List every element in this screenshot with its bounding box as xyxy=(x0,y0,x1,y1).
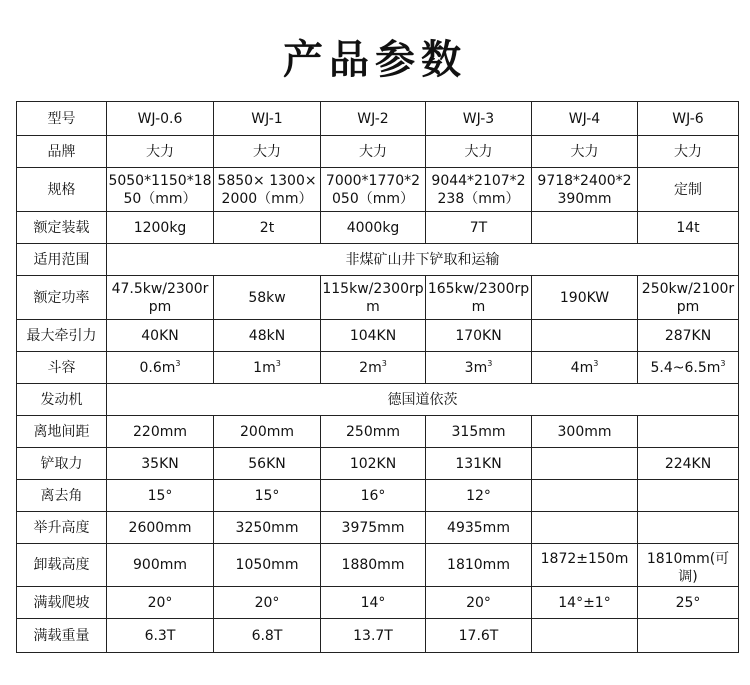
table-row-power xyxy=(17,276,739,320)
table-cell: 115kw/2300rpm xyxy=(321,276,426,320)
value-text: 5.4~6.5m xyxy=(650,359,721,376)
header-cell: WJ-0.6 xyxy=(107,102,214,136)
header-cell-model: 型号 xyxy=(17,102,107,136)
table-cell: 15° xyxy=(107,480,214,512)
table-cell: 1050mm xyxy=(214,544,321,587)
table-cell: 300mm xyxy=(532,416,638,448)
table-cell: 2600mm xyxy=(107,512,214,544)
table-cell: 220mm xyxy=(107,416,214,448)
table-cell: 170KN xyxy=(426,320,532,352)
header-cell: WJ-2 xyxy=(321,102,426,136)
header-cell: WJ-4 xyxy=(532,102,638,136)
table-row-climb xyxy=(17,587,739,619)
row-label: 最大牵引力 xyxy=(17,320,107,352)
table-cell: 1810mm xyxy=(426,544,532,587)
table-row-clearance xyxy=(17,416,739,448)
table-cell: 15° xyxy=(214,480,321,512)
table-cell xyxy=(214,352,321,384)
table-row-load xyxy=(17,212,739,244)
table-row-departure xyxy=(17,480,739,512)
row-label: 离地间距 xyxy=(17,416,107,448)
row-label: 铲取力 xyxy=(17,448,107,480)
table-cell: 大力 xyxy=(426,136,532,168)
table-cell: 1872±150m xyxy=(532,544,638,587)
table-cell: 大力 xyxy=(107,136,214,168)
table-cell: 3250mm xyxy=(214,512,321,544)
table-cell: 40KN xyxy=(107,320,214,352)
superscript: 3 xyxy=(593,358,599,368)
table-cell xyxy=(426,352,532,384)
table-cell: 131KN xyxy=(426,448,532,480)
row-label: 斗容 xyxy=(17,352,107,384)
superscript: 3 xyxy=(275,358,281,368)
page-title: 产品参数 xyxy=(283,37,467,83)
table-cell: 315mm xyxy=(426,416,532,448)
table-cell: 1200kg xyxy=(107,212,214,244)
table-cell xyxy=(321,352,426,384)
table-cell: 5050*1150*1850（mm） xyxy=(107,168,214,212)
table-cell: 47.5kw/2300rpm xyxy=(107,276,214,320)
row-label: 发动机 xyxy=(17,384,107,416)
table-cell: 14t xyxy=(638,212,739,244)
header-cell: WJ-6 xyxy=(638,102,739,136)
value-text: 3m xyxy=(464,359,488,376)
table-cell xyxy=(532,352,638,384)
table-cell: 大力 xyxy=(321,136,426,168)
value-text: 2m xyxy=(359,359,382,376)
value-text: 0.6m xyxy=(139,359,176,376)
row-label: 离去角 xyxy=(17,480,107,512)
value-text: 1m xyxy=(253,359,276,376)
row-label: 品牌 xyxy=(17,136,107,168)
table-cell: 大力 xyxy=(532,136,638,168)
table-cell: 58kw xyxy=(214,276,321,320)
row-label: 满载重量 xyxy=(17,619,107,653)
row-label: 满载爬坡 xyxy=(17,587,107,619)
table-cell: 9044*2107*2238（mm） xyxy=(426,168,532,212)
table-cell xyxy=(638,512,739,544)
superscript: 3 xyxy=(381,358,387,368)
table-cell: 6.8T xyxy=(214,619,321,653)
table-cell: 2t xyxy=(214,212,321,244)
table-cell: 20° xyxy=(107,587,214,619)
table-cell: 104KN xyxy=(321,320,426,352)
row-label: 适用范围 xyxy=(17,244,107,276)
table-cell xyxy=(638,352,739,384)
table-cell: 224KN xyxy=(638,448,739,480)
table-cell: 48kN xyxy=(214,320,321,352)
row-label: 额定功率 xyxy=(17,276,107,320)
table-cell: 12° xyxy=(426,480,532,512)
header-cell: WJ-3 xyxy=(426,102,532,136)
table-cell: 3975mm xyxy=(321,512,426,544)
table-cell: 13.7T xyxy=(321,619,426,653)
table-cell: 7000*1770*2050（mm） xyxy=(321,168,426,212)
table-cell: 大力 xyxy=(638,136,739,168)
table-cell xyxy=(532,212,638,244)
table-row-engine xyxy=(17,384,739,416)
table-row-spec xyxy=(17,168,739,212)
row-label: 规格 xyxy=(17,168,107,212)
table-cell: 250mm xyxy=(321,416,426,448)
table-cell xyxy=(532,480,638,512)
row-label: 额定装载 xyxy=(17,212,107,244)
table-cell xyxy=(532,512,638,544)
table-cell: 9718*2400*2390mm xyxy=(532,168,638,212)
table-cell xyxy=(638,416,739,448)
table-cell: 大力 xyxy=(214,136,321,168)
table-row-traction xyxy=(17,320,739,352)
table-cell: 200mm xyxy=(214,416,321,448)
table-cell: 定制 xyxy=(638,168,739,212)
table-cell: 1810mm(可调) xyxy=(638,544,739,587)
table-cell xyxy=(532,448,638,480)
value-text: 4m xyxy=(570,359,594,376)
header-cell: WJ-1 xyxy=(214,102,321,136)
table-cell: 20° xyxy=(426,587,532,619)
table-row-scope xyxy=(17,244,739,276)
merged-cell-engine: 德国道依茨 xyxy=(107,384,739,416)
product-parameter-table xyxy=(16,101,739,653)
table-cell: 14°±1° xyxy=(532,587,638,619)
table-cell xyxy=(638,619,739,653)
table-cell: 17.6T xyxy=(426,619,532,653)
row-label: 举升高度 xyxy=(17,512,107,544)
table-cell: 4000kg xyxy=(321,212,426,244)
table-cell: 14° xyxy=(321,587,426,619)
table-row-dump xyxy=(17,544,739,587)
table-cell: 1880mm xyxy=(321,544,426,587)
table-cell xyxy=(638,480,739,512)
table-cell: 7T xyxy=(426,212,532,244)
table-row-weight xyxy=(17,619,739,653)
table-row-lift xyxy=(17,512,739,544)
table-cell: 6.3T xyxy=(107,619,214,653)
table-cell: 190KW xyxy=(532,276,638,320)
table-cell: 20° xyxy=(214,587,321,619)
row-label: 卸载高度 xyxy=(17,544,107,587)
superscript: 3 xyxy=(487,358,493,368)
table-cell: 102KN xyxy=(321,448,426,480)
superscript: 3 xyxy=(720,358,726,368)
table-cell: 250kw/2100rpm xyxy=(638,276,739,320)
table-cell: 287KN xyxy=(638,320,739,352)
table-cell: 25° xyxy=(638,587,739,619)
table-row-brand xyxy=(17,136,739,168)
table-cell: 16° xyxy=(321,480,426,512)
table-cell: 4935mm xyxy=(426,512,532,544)
table-cell: 900mm xyxy=(107,544,214,587)
table-row-shovel xyxy=(17,448,739,480)
table-row-header xyxy=(17,102,739,136)
table-cell: 56KN xyxy=(214,448,321,480)
merged-cell-scope: 非煤矿山井下铲取和运输 xyxy=(107,244,739,276)
table-cell: 5850× 1300×2000（mm） xyxy=(214,168,321,212)
table-cell xyxy=(107,352,214,384)
table-cell xyxy=(532,320,638,352)
table-cell: 165kw/2300rpm xyxy=(426,276,532,320)
table-cell xyxy=(532,619,638,653)
table-row-bucket xyxy=(17,352,739,384)
table-cell: 35KN xyxy=(107,448,214,480)
superscript: 3 xyxy=(175,358,181,368)
